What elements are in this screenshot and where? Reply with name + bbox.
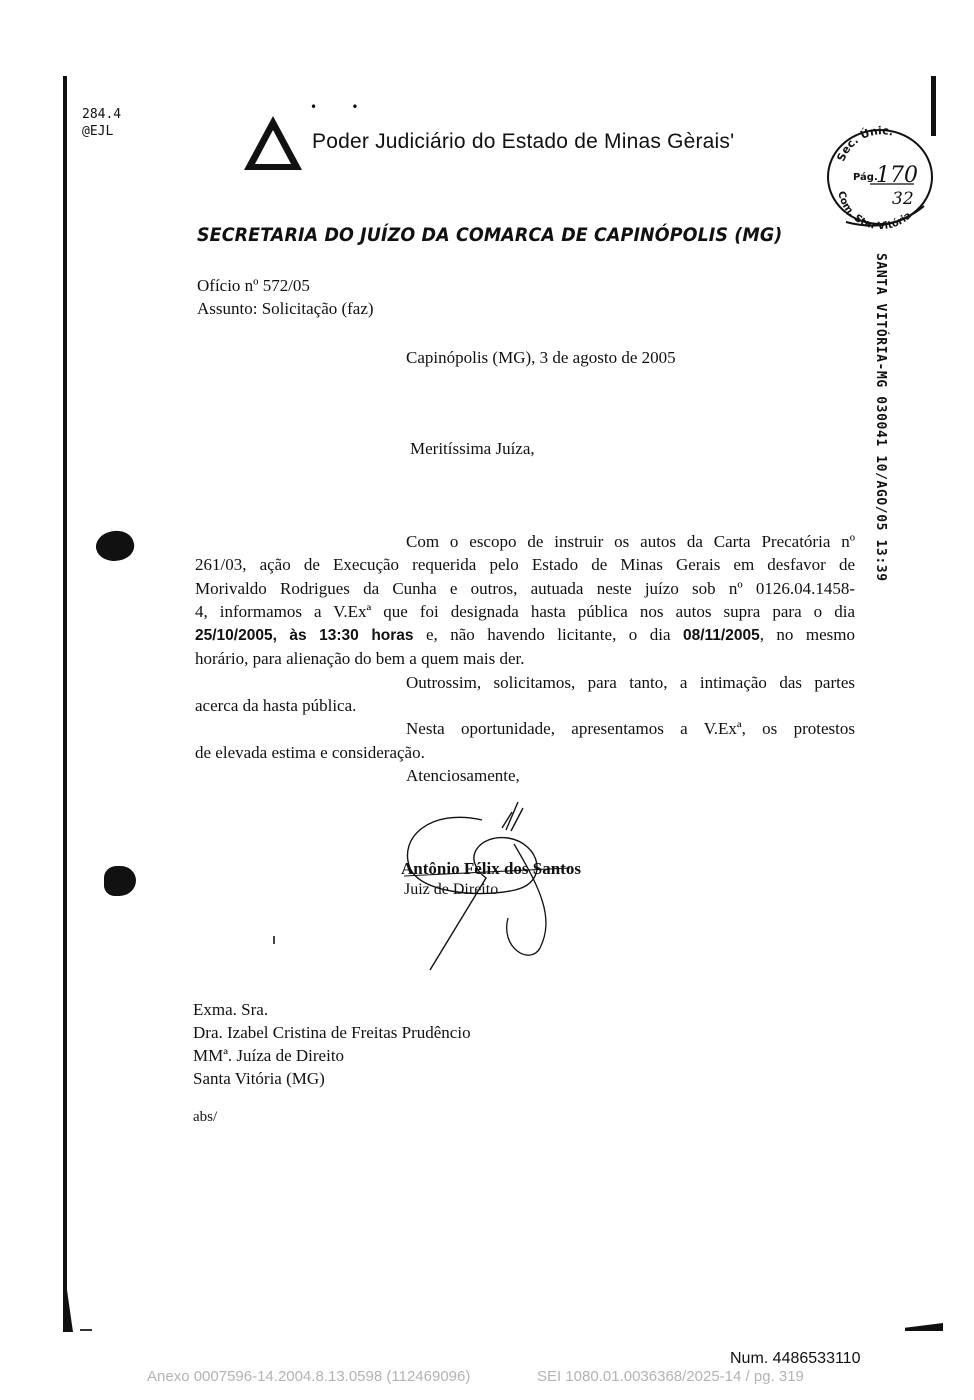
auction-second-date: 08/11/2005 <box>682 627 760 645</box>
annex-reference: Anexo 0007596-14.2004.8.13.0598 (112469096) <box>147 1368 471 1385</box>
addressee-line-2: Dra. Izabel Cristina de Freitas Prudêncio <box>193 1023 471 1042</box>
auction-first-date: 25/10/2005, às 13:30 horas <box>195 627 414 645</box>
body-line: de elevada estima e consideração. <box>195 742 425 762</box>
signer-name: Antônio Félix dos Santos <box>401 859 581 878</box>
judiciary-emblem-icon <box>242 114 304 172</box>
body-line: 261/03, ação de Execução requerida pelo Estado de Minas Gerais em desfavor de <box>195 555 855 575</box>
body-line: Nesta oportunidade, apresentamos a V.Exª, os protestos <box>406 719 855 739</box>
addressee-line-3: MMª. Juíza de Direito <box>193 1046 345 1065</box>
body-line: acerca da hasta pública. <box>195 696 357 716</box>
seal-bottom-text: Com. Sta. Vitória <box>835 190 914 233</box>
seal-top-text: Sec. Únic. <box>834 124 895 164</box>
ink-blot-upper <box>93 527 136 564</box>
body-line: Morivaldo Rodrigues da Cunha e outros, autuada neste juízo sob nº 0126.04.1458- <box>195 578 855 598</box>
seal-handwritten-number: 32 <box>892 189 914 209</box>
page-bottom-small-mark <box>80 1329 92 1331</box>
secretaria-heading: SECRETARIA DO JUÍZO DA COMARCA DE CAPINÓPOLIS (MG) <box>197 224 783 246</box>
seal-pag-label: Pág. <box>853 172 878 183</box>
page-bottom-mark <box>905 1323 943 1331</box>
addressee-line-1: Exma. Sra. <box>193 1000 269 1019</box>
signer-role: Juiz de Direito <box>404 881 499 898</box>
closing: Atenciosamente, <box>406 765 520 785</box>
header-title: Poder Judiciário do Estado de Minas Gèrais' <box>312 130 735 153</box>
sei-reference: SEI 1080.01.0036368/2025-14 / pg. 319 <box>537 1368 804 1385</box>
stamp-ref-line-1: 284.4 <box>82 107 122 122</box>
letter-date: Capinópolis (MG), 3 de agosto de 2005 <box>406 348 676 367</box>
typist-initials: abs/ <box>193 1109 218 1125</box>
header-dots: • • <box>310 100 359 114</box>
stray-mark <box>273 936 275 944</box>
addressee-line-4: Santa Vitória (MG) <box>193 1069 325 1088</box>
oficio-number: Ofício nº 572/05 <box>197 276 310 295</box>
stamp-ref-line-2: @EJL <box>82 124 114 139</box>
seal-pag-value: 170 <box>876 163 918 188</box>
assunto: Assunto: Solicitação (faz) <box>197 299 374 318</box>
letter-body <box>195 530 855 787</box>
body-line: 4, informamos a V.Exª que foi designada hasta pública nos autos supra para o dia <box>195 601 855 621</box>
reception-date-stamp: SANTA VITÓRIA-MG 030041 10/AGO/05 13:39 <box>873 253 888 582</box>
body-line-dates: 25/10/2005, às 13:30 horas e, não havendo licitante, o dia 08/11/2005, no mesmo <box>195 625 856 645</box>
body-line: horário, para alienação do bem a quem mais der. <box>195 649 525 669</box>
page-left-border-tail <box>63 1290 73 1332</box>
ink-blot-lower <box>104 866 136 896</box>
protocol-seal <box>820 122 938 234</box>
page-left-border <box>63 76 67 1332</box>
body-line: Outrossim, solicitamos, para tanto, a intimação das partes <box>406 672 855 692</box>
body-line: Com o escopo de instruir os autos da Carta Precatória nº <box>406 532 855 551</box>
document-number: Num. 4486533110 <box>730 1350 861 1367</box>
svg-text:Sec. Únic. <box>834 124 894 163</box>
salutation: Meritíssima Juíza, <box>410 439 535 458</box>
